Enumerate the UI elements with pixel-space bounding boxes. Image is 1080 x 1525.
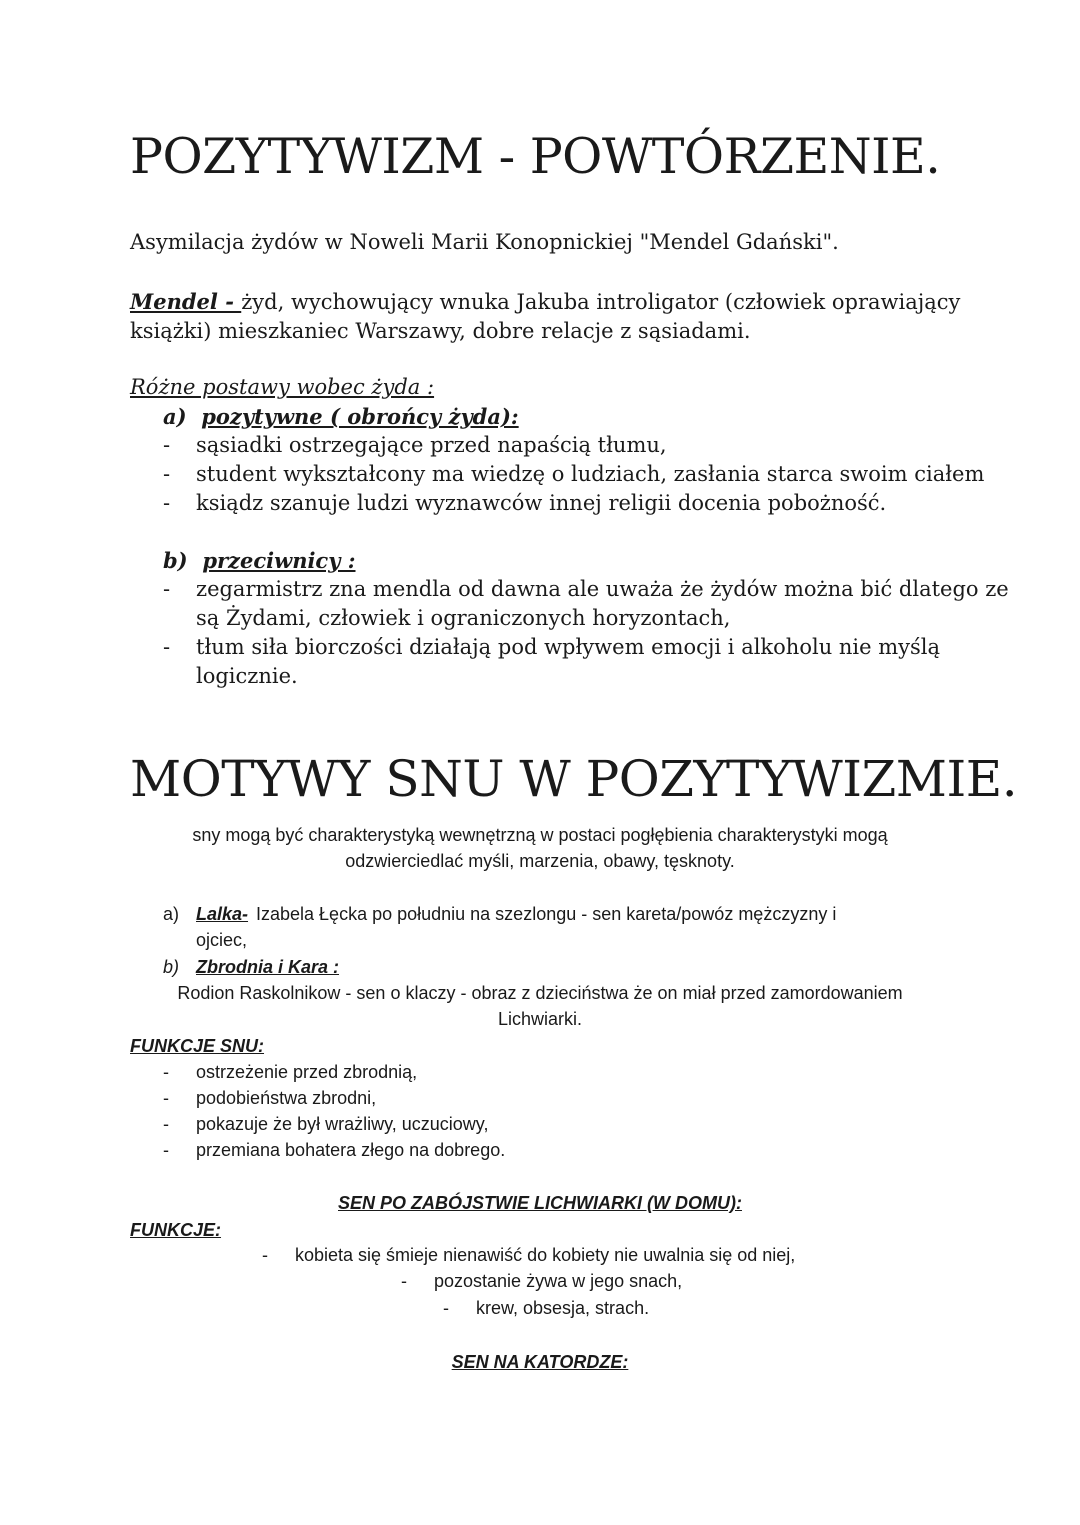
lalka-continuation: ojciec,: [196, 930, 248, 950]
lalka-label: Lalka-: [196, 904, 249, 924]
list-item: - tłum siła biorczości działają pod wpływem emocji i alkoholu nie myślą: [163, 635, 941, 659]
opponents-heading: [163, 546, 356, 576]
list-item: - ksiądz szanuje ludzi wyznawców innej religii docenia pobożność.: [163, 491, 887, 515]
list-item: - student wykształcony ma wiedzę o ludziach, zasłania starca swoim ciałem: [163, 462, 985, 486]
dash: -: [163, 1088, 169, 1108]
subtitle: Asymilacja żydów w Noweli Marii Konopnickiej "Mendel Gdański".: [130, 230, 839, 254]
mendel-line2: książki) mieszkaniec Warszawy, dobre relacje z sąsiadami.: [130, 319, 751, 343]
dash: -: [443, 1298, 449, 1318]
dash: -: [262, 1245, 268, 1265]
mendel-label: Mendel -: [130, 289, 242, 314]
page-title: POZYTYWIZM - POWTÓRZENIE.: [130, 128, 941, 185]
list-item-continuation: są Żydami, człowiek i ograniczonych horyzontach,: [196, 606, 731, 630]
list-marker: b): [163, 957, 180, 977]
list-marker: b): [163, 548, 188, 573]
dash: -: [163, 635, 171, 659]
dash: -: [163, 491, 171, 515]
list-item: - przemiana bohatera złego na dobrego.: [163, 1140, 506, 1160]
zbrodnia-heading: [163, 954, 340, 980]
list-item: - podobieństwa zbrodni,: [163, 1088, 377, 1108]
dash: -: [163, 1140, 169, 1160]
list-item: - kobieta się śmieje nienawiść do kobiety nie uwalnia się od niej,: [262, 1245, 796, 1265]
list-item-continuation: logicznie.: [196, 664, 298, 688]
opponents-label: przeciwnicy :: [202, 548, 356, 573]
mendel-description: [130, 287, 960, 346]
dream-after-murder-heading: SEN PO ZABÓJSTWIE LICHWIARKI (W DOMU):: [338, 1193, 742, 1213]
list-item: - ostrzeżenie przed zbrodnią,: [163, 1062, 418, 1082]
list-marker: a): [163, 904, 180, 924]
functions-heading: FUNKCJE SNU:: [130, 1036, 265, 1056]
list-item: - pozostanie żywa w jego snach,: [401, 1271, 683, 1291]
positive-label: pozytywne ( obrońcy żyda):: [201, 404, 519, 429]
rodion-text: Rodion Raskolnikow - sen o klaczy - obraz z dzieciństwa że on miał przed zamordowaniem Lichwiarki.: [177, 983, 903, 1029]
dash: -: [401, 1271, 407, 1291]
functions2-heading: FUNKCJE:: [130, 1220, 222, 1240]
positive-heading: [163, 402, 519, 432]
dash: -: [163, 462, 171, 486]
dash: -: [163, 1114, 169, 1134]
list-marker: a): [163, 404, 187, 429]
list-item: - zegarmistrz zna mendla od dawna ale uważa że żydów można bić dlatego ze: [163, 577, 1009, 601]
intro-text: sny mogą być charakterystyką wewnętrzną w postaci pogłębienia charakterystyki mogą odzwierciedlać myśli, marzenia, obawy, tęsknoty.: [192, 825, 888, 871]
attitudes-heading: Różne postawy wobec żyda :: [130, 375, 435, 399]
katorga-heading: SEN NA KATORDZE:: [451, 1352, 629, 1372]
section-title: MOTYWY SNU W POZYTYWIZMIE.: [130, 750, 1018, 808]
list-item: - pokazuje że był wrażliwy, uczuciowy,: [163, 1114, 489, 1134]
list-item: - krew, obsesja, strach.: [443, 1298, 650, 1318]
dash: -: [163, 1062, 169, 1082]
lalka-item: a) Lalka- Izabela Łęcka po południu na szezlongu - sen kareta/powóz mężczyzny i: [163, 901, 179, 927]
zbrodnia-label: Zbrodnia i Kara :: [196, 957, 340, 977]
dash: -: [163, 577, 171, 601]
list-item: - sąsiadki ostrzegające przed napaścią tłumu,: [163, 433, 667, 457]
mendel-line1: żyd, wychowujący wnuka Jakuba introligator (człowiek oprawiający: [241, 290, 961, 314]
dash: -: [163, 433, 171, 457]
